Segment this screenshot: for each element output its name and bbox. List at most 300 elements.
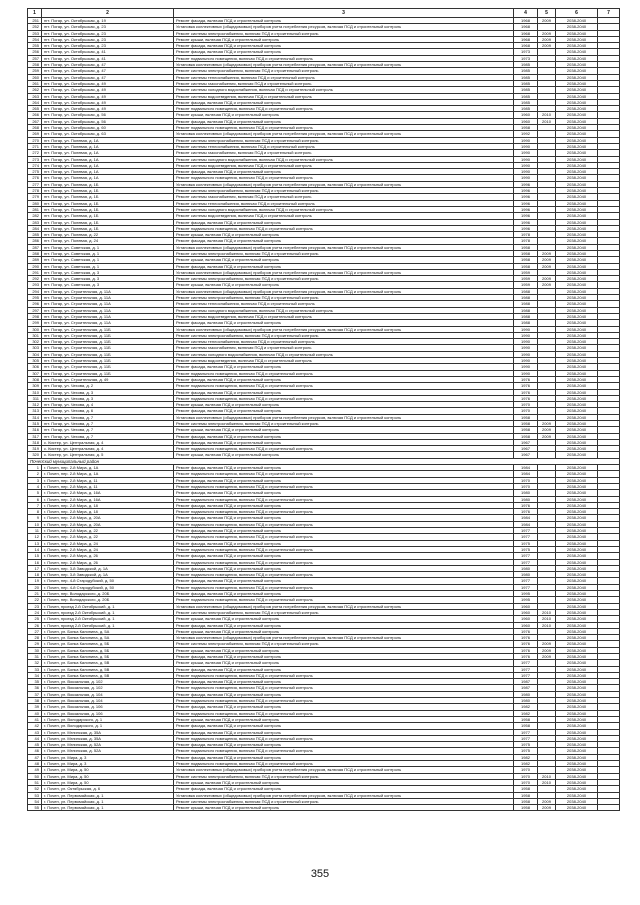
table-cell: г. Почеп, пер. 2-й Мира, д. 26: [42, 553, 174, 559]
table-cell: Ремонт фасада, включая ПСД и строительный контроль: [174, 49, 514, 55]
table-cell: 49: [28, 767, 42, 773]
table-cell: 283: [28, 219, 42, 225]
table-cell: 2038-2040: [556, 748, 598, 754]
table-cell: 280: [28, 200, 42, 206]
table-cell: Ремонт фасада, включая ПСД и строительный контроль: [174, 219, 514, 225]
table-cell: 1985: [514, 87, 538, 93]
table-cell: Ремонт подвального помещения, включая ПСД и строительный контроль: [174, 446, 514, 452]
table-cell: пгт. Погар, ул. Октябрьская, д. 56: [42, 112, 174, 118]
table-cell: пгт. Погар, ул. Октябрьская, д. 23: [42, 30, 174, 36]
table-cell: 2038-2040: [556, 679, 598, 685]
table-cell: г. Почеп, ул. Вокзальная, д. 106: [42, 710, 174, 716]
table-cell: 2010: [538, 609, 556, 615]
table-cell: 2038-2040: [556, 685, 598, 691]
table-cell: г. Почеп, пер. 2-й Мира, д. 16А: [42, 496, 174, 502]
table-cell: Ремонт системы водоотведения, включая ПСД и строительный контроль: [174, 213, 514, 219]
table-cell: Ремонт фасада, включая ПСД и строительный контроль: [174, 408, 514, 414]
table-cell: 2009: [538, 30, 556, 36]
table-cell: 2038-2040: [556, 376, 598, 382]
table-cell: 1982: [514, 754, 538, 760]
table-cell: 2038-2040: [556, 477, 598, 483]
table-header-row: [28, 9, 620, 18]
table-cell: пгт. Погар, ул. Советская, д. 1: [42, 257, 174, 263]
table-cell: 2038-2040: [556, 805, 598, 811]
table-cell: 21: [28, 591, 42, 597]
table-cell: 17: [28, 565, 42, 571]
table-cell: 10: [28, 521, 42, 527]
table-cell: Ремонт системы теплоснабжения, включая ПСД и строительный контроль: [174, 339, 514, 345]
table-cell: 2038-2040: [556, 156, 598, 162]
table-cell: Ремонт фасада, включая ПСД и строительный контроль: [174, 591, 514, 597]
table-cell: 289: [28, 257, 42, 263]
table-cell: 14: [28, 546, 42, 552]
table-cell: 311: [28, 395, 42, 401]
table-cell: 2038-2040: [556, 68, 598, 74]
table-cell: 9: [28, 515, 42, 521]
table-cell: Установка коллективных (общедомовых) приборов учета потребления ресурсов, включая ПСД и строительный контроль: [174, 635, 514, 641]
table-cell: Ремонт фасада, включая ПСД и строительный контроль: [174, 376, 514, 382]
table-cell: 2038-2040: [556, 250, 598, 256]
table-cell: 2038-2040: [556, 591, 598, 597]
table-cell: 295: [28, 295, 42, 301]
table-cell: 1977: [514, 660, 538, 666]
table-cell: 2038-2040: [556, 131, 598, 137]
table-cell: 2010: [538, 118, 556, 124]
table-row: [28, 805, 620, 811]
table-cell: Ремонт фасада, включая ПСД и строительный контроль: [174, 263, 514, 269]
table-cell: 2038-2040: [556, 653, 598, 659]
table-cell: г. Почеп, ул. Бонка Калинина, д. 5Б: [42, 641, 174, 647]
table-cell: Ремонт системы холодного водоснабжения, включая ПСД и строительный контроль: [174, 156, 514, 162]
table-cell: 1996: [514, 200, 538, 206]
table-cell: 1977: [514, 559, 538, 565]
table-cell: 37: [28, 691, 42, 697]
table-cell: 2038-2040: [556, 559, 598, 565]
table-cell: 2038-2040: [556, 691, 598, 697]
table-cell: пгт. Погар, ул. Чехова, д. 2: [42, 383, 174, 389]
table-cell: 1975: [514, 546, 538, 552]
table-cell: 261: [28, 80, 42, 86]
table-cell: 300: [28, 326, 42, 332]
table-cell: 2038-2040: [556, 238, 598, 244]
table-cell: 1977: [514, 584, 538, 590]
table-cell: 1988: [514, 320, 538, 326]
table-cell: 5: [538, 9, 556, 18]
table-cell: г. Почеп, пер. Володарского, д. 20Б: [42, 597, 174, 603]
table-cell: 26: [28, 622, 42, 628]
table-cell: 1: [28, 9, 42, 18]
table-cell: 2038-2040: [556, 496, 598, 502]
table-cell: 1976: [514, 509, 538, 515]
table-cell: 22: [28, 597, 42, 603]
table-cell: Ремонт фасада, включая ПСД и строительный контроль: [174, 465, 514, 471]
table-cell: 1958: [514, 798, 538, 804]
table-cell: с. Кистер, ул. Центральная, д. 4: [42, 446, 174, 452]
table-cell: Ремонт подвального помещения, включая ПСД и строительный контроль: [174, 698, 514, 704]
table-cell: 2038-2040: [556, 80, 598, 86]
table-cell: 307: [28, 370, 42, 376]
table-cell: 1982: [514, 710, 538, 716]
table-cell: пгт. Погар, ул. Советская, д. 1: [42, 263, 174, 269]
table-cell: Ремонт системы теплоснабжения, включая ПСД и строительный контроль: [174, 301, 514, 307]
table-cell: 2038-2040: [556, 244, 598, 250]
table-cell: 2010: [538, 616, 556, 622]
table-cell: пгт. Погар, ул. Октябрьская, д. 47: [42, 74, 174, 80]
table-cell: 30: [28, 647, 42, 653]
table-cell: 252: [28, 24, 42, 30]
table-cell: 1977: [514, 534, 538, 540]
table-cell: 1985: [514, 99, 538, 105]
table-cell: 1958: [514, 427, 538, 433]
table-cell: Ремонт системы электроснабжения, включая ПСД и строительный контроль: [174, 609, 514, 615]
table-cell: 290: [28, 263, 42, 269]
table-cell: 4: [514, 9, 538, 18]
table-cell: 1967: [514, 446, 538, 452]
repair-schedule-table: [27, 8, 620, 811]
table-cell: пгт. Погар, ул. Строительная, д. 11Б: [42, 339, 174, 345]
table-cell: пгт. Погар, ул. Чехова, д. 3: [42, 395, 174, 401]
table-cell: Ремонт фасада, включая ПСД и строительный контроль: [174, 502, 514, 508]
table-cell: 1995: [514, 591, 538, 597]
table-cell: 2038-2040: [556, 666, 598, 672]
table-cell: Ремонт подвального помещения, включая ПСД и строительный контроль: [174, 471, 514, 477]
table-cell: 270: [28, 137, 42, 143]
table-cell: 2038-2040: [556, 269, 598, 275]
table-cell: 1958: [514, 421, 538, 427]
table-cell: 2038-2040: [556, 534, 598, 540]
table-cell: Установка коллективных (общедомовых) приборов учета потребления ресурсов, включая ПСД и строительный контроль: [174, 181, 514, 187]
table-cell: пгт. Погар, ул. Октябрьская, д. 47: [42, 62, 174, 68]
table-cell: 2038-2040: [556, 263, 598, 269]
table-cell: 1967: [514, 452, 538, 458]
table-cell: 52: [28, 786, 42, 792]
table-cell: Ремонт крыши, включая ПСД и строительный контроль: [174, 716, 514, 722]
table-cell: 1988: [514, 307, 538, 313]
table-cell: Ремонт системы холодного водоснабжения, включая ПСД и строительный контроль: [174, 206, 514, 212]
table-cell: 2009: [538, 18, 556, 24]
table-cell: 7: [598, 9, 620, 18]
table-cell: 1960: [514, 609, 538, 615]
table-cell: Ремонт подвального помещения, включая ПСД и строительный контроль: [174, 225, 514, 231]
table-cell: 2038-2040: [556, 584, 598, 590]
table-cell: 1967: [514, 439, 538, 445]
table-cell: 2038-2040: [556, 358, 598, 364]
table-cell: г. Почеп, пер. 2-й Мира, д. 18: [42, 509, 174, 515]
table-cell: Ремонт подвального помещения, включая ПСД и строительный контроль: [174, 370, 514, 376]
table-cell: 2038-2040: [556, 332, 598, 338]
table-cell: 34: [28, 672, 42, 678]
table-cell: Ремонт фасада, включая ПСД и строительный контроль: [174, 704, 514, 710]
table-cell: 312: [28, 402, 42, 408]
table-cell: г. Почеп, пер. 2-й Мира, д. 20А: [42, 521, 174, 527]
table-cell: 2038-2040: [556, 710, 598, 716]
table-cell: 285: [28, 232, 42, 238]
table-cell: Ремонт фасада, включая ПСД и строительный контроль: [174, 528, 514, 534]
table-cell: Ремонт системы электроснабжения, включая ПСД и строительный контроль: [174, 295, 514, 301]
table-cell: Установка коллективных (общедомовых) приборов учета потребления ресурсов, включая ПСД и строительный контроль: [174, 603, 514, 609]
table-cell: Ремонт системы электроснабжения, включая ПСД и строительный контроль: [174, 421, 514, 427]
table-cell: 2038-2040: [556, 635, 598, 641]
table-cell: Ремонт крыши, включая ПСД и строительный контроль: [174, 805, 514, 811]
table-cell: 1970: [514, 477, 538, 483]
page-number: 355: [310, 868, 330, 880]
table-cell: 2038-2040: [556, 647, 598, 653]
table-cell: 1958: [514, 250, 538, 256]
table-cell: 1976: [514, 635, 538, 641]
table-cell: 2038-2040: [556, 364, 598, 370]
table-cell: г. Почеп, пер. 2-й Мира, д. 20А: [42, 515, 174, 521]
table-cell: Ремонт системы электроснабжения, включая ПСД и строительный контроль: [174, 332, 514, 338]
table-cell: 2010: [538, 773, 556, 779]
table-cell: 2009: [538, 427, 556, 433]
table-cell: 278: [28, 188, 42, 194]
table-cell: 1990: [514, 351, 538, 357]
table-cell: Ремонт фасада, включая ПСД и строительный контроль: [174, 540, 514, 546]
table-cell: пгт. Погар, ул. Чехова, д. 4: [42, 402, 174, 408]
table-cell: 1985: [514, 80, 538, 86]
table-cell: 3: [28, 477, 42, 483]
table-cell: г. Почеп, ул. Бонка Калинина, д. 5А: [42, 635, 174, 641]
table-cell: Установка коллективных (общедомовых) приборов учета потребления ресурсов, включая ПСД и строительный контроль: [174, 244, 514, 250]
table-cell: Ремонт подвального помещения, включая ПСД и строительный контроль: [174, 106, 514, 112]
table-cell: 1968: [514, 30, 538, 36]
table-cell: 2038-2040: [556, 307, 598, 313]
table-cell: 47: [28, 754, 42, 760]
table-cell: 2009: [538, 647, 556, 653]
table-cell: 13: [28, 540, 42, 546]
table-cell: Ремонт системы теплоснабжения, включая ПСД и строительный контроль: [174, 74, 514, 80]
table-cell: 2038-2040: [556, 24, 598, 30]
table-cell: [598, 805, 620, 811]
table-cell: 5: [28, 490, 42, 496]
table-cell: 2038-2040: [556, 742, 598, 748]
table-cell: 1980: [514, 490, 538, 496]
table-cell: 3: [174, 9, 514, 18]
table-cell: 1976: [514, 395, 538, 401]
table-cell: 2038-2040: [556, 446, 598, 452]
table-cell: Установка коллективных (общедомовых) приборов учета потребления ресурсов, включая ПСД и строительный контроль: [174, 767, 514, 773]
table-cell: 2038-2040: [556, 792, 598, 798]
table-cell: 1985: [514, 68, 538, 74]
table-cell: с. Кистер, ул. Центральная, д. 4: [42, 439, 174, 445]
table-cell: 2038-2040: [556, 483, 598, 489]
table-cell: 2009: [538, 263, 556, 269]
table-cell: 271: [28, 143, 42, 149]
table-cell: 2009: [538, 43, 556, 49]
table-cell: Ремонт системы холодного водоснабжения, включая ПСД и строительный контроль: [174, 351, 514, 357]
table-cell: 1980: [514, 565, 538, 571]
table-cell: Ремонт фасада, включая ПСД и строительный контроль: [174, 169, 514, 175]
table-cell: Ремонт крыши, включая ПСД и строительный контроль: [174, 452, 514, 458]
table-cell: 1985: [514, 106, 538, 112]
table-cell: 2038-2040: [556, 704, 598, 710]
table-cell: 1990: [514, 326, 538, 332]
table-cell: пгт. Погар, ул. Чехова, д. 3: [42, 389, 174, 395]
table-cell: 1988: [514, 301, 538, 307]
table-cell: пгт. Погар, ул. Строительная, д. 11Б: [42, 345, 174, 351]
table-cell: 40: [28, 710, 42, 716]
table-cell: пгт. Погар, ул. Октябрьская, д. 49: [42, 87, 174, 93]
table-cell: 43: [28, 729, 42, 735]
table-cell: г. Почеп, ул. Бонка Калинина, д. 5В: [42, 672, 174, 678]
table-cell: 45: [28, 742, 42, 748]
table-cell: пгт. Погар, ул. Полевая, д. 1А: [42, 162, 174, 168]
table-cell: пгт. Погар, ул. Полевая, д. 1Б: [42, 188, 174, 194]
table-cell: 16: [28, 559, 42, 565]
table-cell: 317: [28, 433, 42, 439]
table-cell: Ремонт системы электроснабжения, включая ПСД и строительный контроль: [174, 30, 514, 36]
table-cell: 2038-2040: [556, 528, 598, 534]
table-cell: 2038-2040: [556, 351, 598, 357]
table-cell: 48: [28, 761, 42, 767]
table-cell: 2038-2040: [556, 716, 598, 722]
table-cell: пгт. Погар, ул. Полевая, д. 1Б: [42, 200, 174, 206]
table-cell: 1990: [514, 150, 538, 156]
table-cell: 2038-2040: [556, 609, 598, 615]
table-cell: 51: [28, 779, 42, 785]
table-cell: Ремонт системы электроснабжения, включая ПСД и строительный контроль: [174, 250, 514, 256]
table-cell: пгт. Погар, ул. Октябрьская, д. 49: [42, 106, 174, 112]
table-cell: Ремонт фасада, включая ПСД и строительный контроль: [174, 389, 514, 395]
table-cell: 2038-2040: [556, 326, 598, 332]
table-cell: 1978: [514, 238, 538, 244]
table-cell: 2038-2040: [556, 402, 598, 408]
table-cell: пгт. Погар, ул. Октябрьская, д. 19: [42, 18, 174, 24]
table-cell: 287: [28, 244, 42, 250]
table-cell: 1975: [514, 748, 538, 754]
table-cell: 1996: [514, 225, 538, 231]
table-cell: 2038-2040: [556, 540, 598, 546]
table-cell: 1984: [514, 515, 538, 521]
table-cell: г. Почеп, ул. Бонка Калинина, д. 5А: [42, 628, 174, 634]
table-cell: пгт. Погар, ул. Октябрьская, д. 23: [42, 36, 174, 42]
table-cell: Ремонт фасада, включая ПСД и строительный контроль: [174, 43, 514, 49]
table-cell: 1958: [514, 263, 538, 269]
table-cell: Ремонт подвального помещения, включая ПСД и строительный контроль: [174, 710, 514, 716]
table-cell: 1990: [514, 156, 538, 162]
table-cell: 2009: [538, 805, 556, 811]
table-cell: 1990: [514, 169, 538, 175]
table-cell: 2038-2040: [556, 150, 598, 156]
table-cell: г. Почеп, пер. 2-й Мира, д. 11: [42, 477, 174, 483]
table-cell: 299: [28, 320, 42, 326]
table-cell: 2038-2040: [556, 383, 598, 389]
table-cell: пгт. Погар, ул. Строительная, д. 49: [42, 376, 174, 382]
table-cell: 6: [556, 9, 598, 18]
table-cell: 1960: [514, 603, 538, 609]
table-cell: 254: [28, 36, 42, 42]
table-cell: г. Почеп, ул. Мглинская, д. 35А: [42, 735, 174, 741]
table-cell: 296: [28, 301, 42, 307]
table-cell: 2038-2040: [556, 370, 598, 376]
table-cell: Ремонт крыши, включая ПСД и строительный контроль: [174, 779, 514, 785]
table-cell: 2038-2040: [556, 301, 598, 307]
table-cell: 2038-2040: [556, 408, 598, 414]
table-cell: Ремонт подвального помещения, включая ПСД и строительный контроль: [174, 395, 514, 401]
table-cell: пгт. Погар, ул. Октябрьская, д. 41: [42, 55, 174, 61]
table-cell: Ремонт фасада, включая ПСД и строительный контроль: [174, 238, 514, 244]
table-cell: 2038-2040: [556, 786, 598, 792]
table-cell: пгт. Погар, ул. Полевая, д. 1Б: [42, 206, 174, 212]
table-cell: пгт. Погар, ул. Полевая, д. 24: [42, 238, 174, 244]
table-cell: г. Почеп, ул. Володарского, д. 1: [42, 723, 174, 729]
table-cell: 2038-2040: [556, 515, 598, 521]
table-cell: 8: [28, 509, 42, 515]
table-cell: г. Почеп, проезд 2-й Октябрьский, д. 1: [42, 622, 174, 628]
table-cell: г. Почеп, ул. Первомайская, д. 1: [42, 805, 174, 811]
table-cell: 2038-2040: [556, 36, 598, 42]
table-cell: 2038-2040: [556, 578, 598, 584]
table-cell: Установка коллективных (общедомовых) приборов учета потребления ресурсов, включая ПСД и строительный контроль: [174, 414, 514, 420]
table-cell: 1977: [514, 729, 538, 735]
table-cell: 257: [28, 55, 42, 61]
table-cell: 267: [28, 118, 42, 124]
table-cell: пгт. Погар, ул. Строительная, д. 11А: [42, 307, 174, 313]
table-cell: 308: [28, 376, 42, 382]
table-cell: 1996: [514, 194, 538, 200]
table-cell: 2038-2040: [556, 572, 598, 578]
table-cell: пгт. Погар, ул. Строительная, д. 11А: [42, 295, 174, 301]
table-cell: 2009: [538, 282, 556, 288]
table-cell: Ремонт крыши, включая ПСД и строительный контроль: [174, 616, 514, 622]
table-cell: 2038-2040: [556, 660, 598, 666]
table-cell: 292: [28, 276, 42, 282]
table-cell: 2038-2040: [556, 320, 598, 326]
table-cell: Установка коллективных (общедомовых) приборов учета потребления ресурсов, включая ПСД и строительный контроль: [174, 792, 514, 798]
table-cell: 1976: [514, 376, 538, 382]
table-cell: Ремонт системы газоснабжения, включая ПСД и строительный контроль: [174, 345, 514, 351]
table-cell: Ремонт фасада, включая ПСД и строительный контроль: [174, 490, 514, 496]
table-cell: 297: [28, 307, 42, 313]
table-cell: 301: [28, 332, 42, 338]
table-cell: Установка коллективных (общедомовых) приборов учета потребления ресурсов, включая ПСД и строительный контроль: [174, 62, 514, 68]
table-cell: пгт. Погар, ул. Октябрьская, д. 23: [42, 24, 174, 30]
table-cell: 1960: [514, 112, 538, 118]
table-cell: 1977: [514, 578, 538, 584]
table-cell: пгт. Погар, ул. Октябрьская, д. 60: [42, 125, 174, 131]
table-cell: 2038-2040: [556, 206, 598, 212]
table-cell: пгт. Погар, ул. Полевая, д. 1Б: [42, 225, 174, 231]
table-cell: 1959: [514, 269, 538, 275]
table-cell: 1987: [514, 685, 538, 691]
table-cell: 2038-2040: [556, 622, 598, 628]
table-cell: 2038-2040: [556, 49, 598, 55]
table-cell: пгт. Погар, ул. Чехова, д. 7: [42, 414, 174, 420]
table-cell: пгт. Погар, ул. Чехова, д. 7: [42, 427, 174, 433]
table-cell: 2038-2040: [556, 465, 598, 471]
table-cell: пгт. Погар, ул. Октябрьская, д. 49: [42, 99, 174, 105]
table-cell: пгт. Погар, ул. Строительная, д. 11А: [42, 320, 174, 326]
table-cell: 41: [28, 716, 42, 722]
table-cell: пгт. Погар, ул. Октябрьская, д. 56: [42, 118, 174, 124]
table-cell: пгт. Погар, ул. Строительная, д. 11Б: [42, 370, 174, 376]
table-cell: Ремонт подвального помещения, включая ПСД и строительный контроль: [174, 509, 514, 515]
table-cell: Ремонт фасада, включая ПСД и строительный контроль: [174, 118, 514, 124]
table-cell: Ремонт системы электроснабжения, включая ПСД и строительный контроль: [174, 641, 514, 647]
table-cell: 2038-2040: [556, 162, 598, 168]
table-cell: пгт. Погар, ул. Строительная, д. 11Б: [42, 326, 174, 332]
table-cell: 251: [28, 18, 42, 24]
table-cell: 28: [28, 635, 42, 641]
table-cell: 1958: [514, 716, 538, 722]
table-cell: 1988: [514, 295, 538, 301]
table-cell: 2038-2040: [556, 698, 598, 704]
table-cell: 1977: [514, 735, 538, 741]
table-cell: 1990: [514, 345, 538, 351]
table-cell: 1995: [514, 597, 538, 603]
table-cell: Ремонт фасада, включая ПСД и строительный контроль: [174, 691, 514, 697]
table-cell: Ремонт системы холодного водоснабжения, включая ПСД и строительный контроль: [174, 87, 514, 93]
